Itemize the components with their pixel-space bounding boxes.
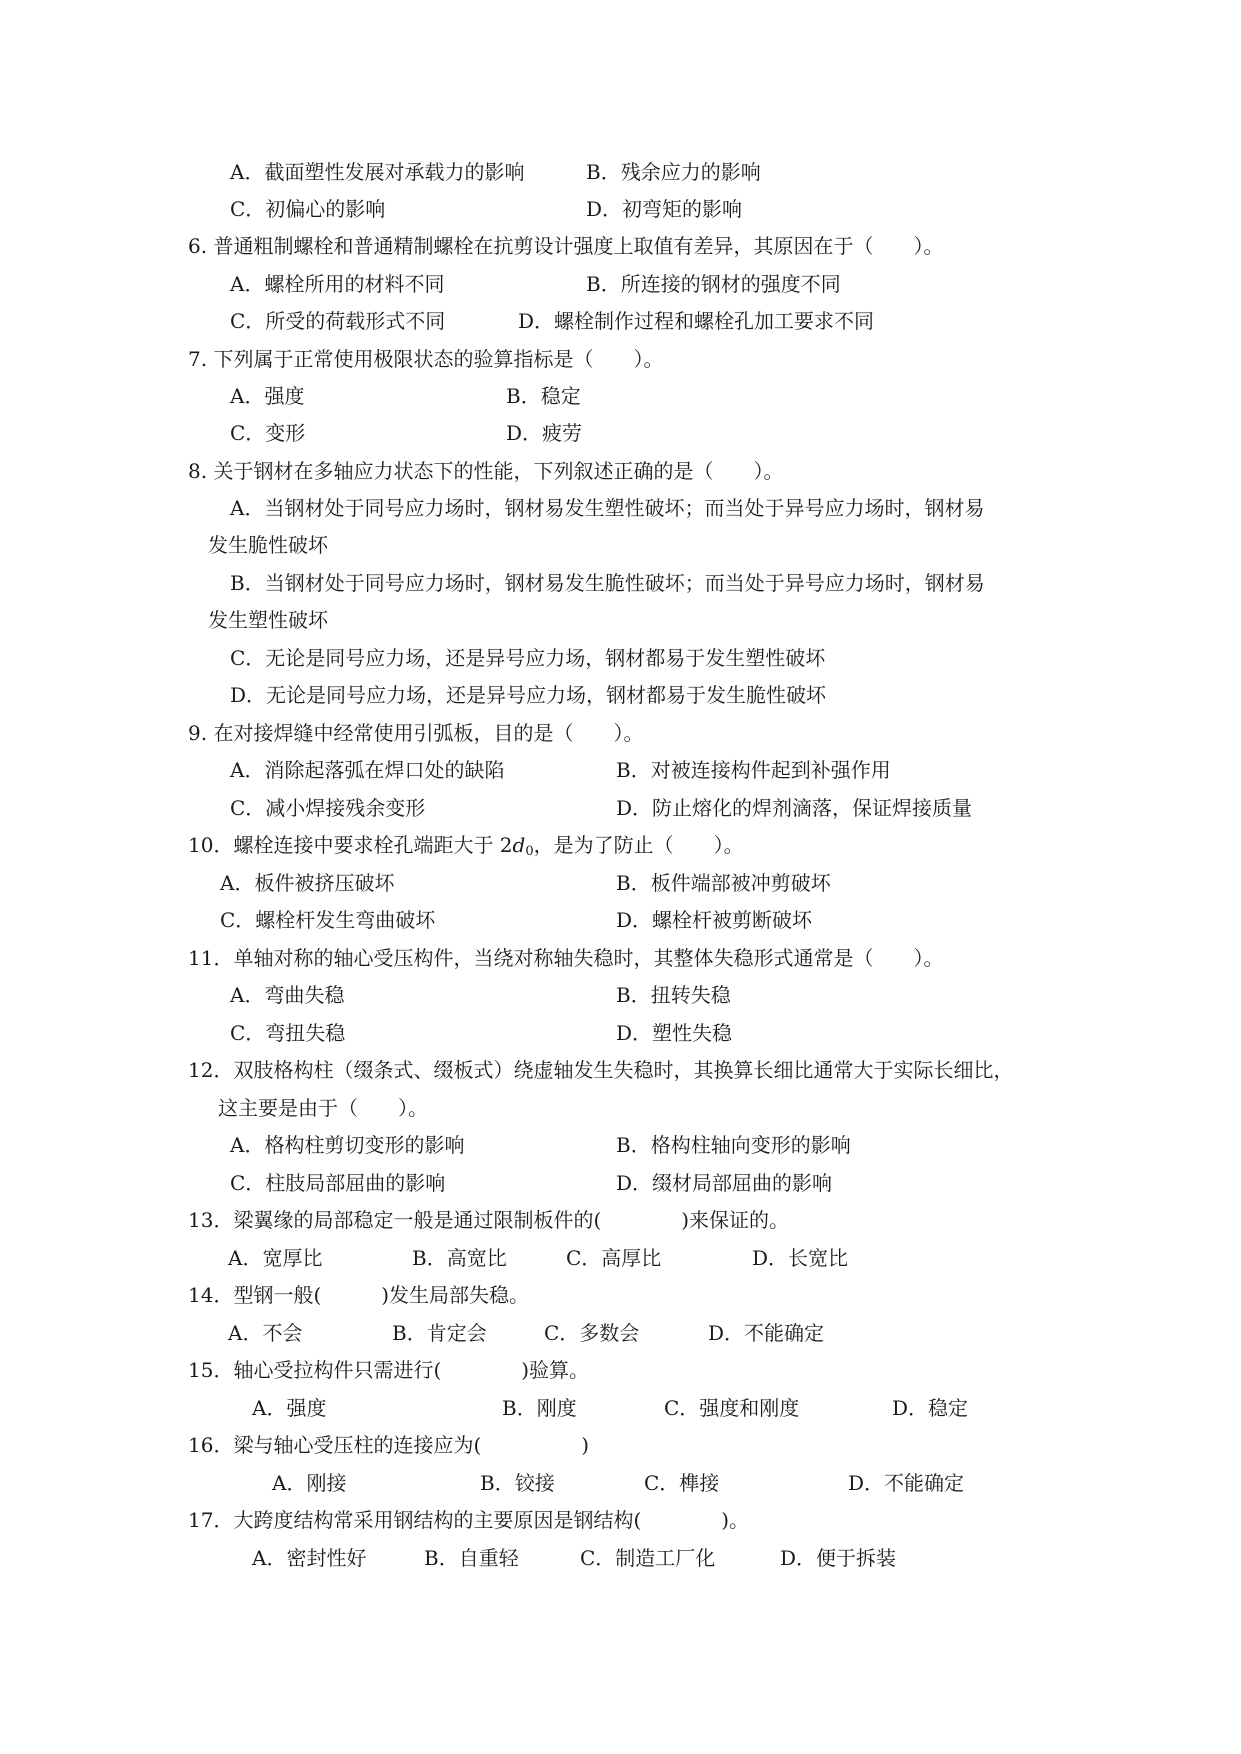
q8-option-b-line1: B．当钢材处于同号应力场时，钢材易发生脆性破坏；而当处于异号应力场时，钢材易: [230, 571, 985, 595]
q14-option-c: C．多数会: [544, 1321, 640, 1345]
q9-option-b: B．对被连接构件起到补强作用: [616, 758, 891, 782]
q15-option-b: B．刚度: [502, 1396, 577, 1420]
q7-stem: 7. 下列属于正常使用极限状态的验算指标是（ ）。: [188, 347, 664, 371]
q13-option-d: D．长宽比: [752, 1246, 849, 1270]
q9-stem: 9. 在对接焊缝中经常使用引弧板，目的是（ ）。: [188, 721, 644, 745]
q15-option-c: C．强度和刚度: [664, 1396, 800, 1420]
q13-option-b: B．高宽比: [412, 1246, 507, 1270]
q5-option-a: A．截面塑性发展对承载力的影响: [230, 160, 525, 184]
q7-option-c: C．变形: [230, 421, 306, 445]
q6-stem: 6. 普通粗制螺栓和普通精制螺栓在抗剪设计强度上取值有差异，其原因在于（ ）。: [188, 234, 944, 258]
q5-option-c: C．初偏心的影响: [230, 197, 386, 221]
q10-option-d: D．螺栓杆被剪断破坏: [616, 908, 813, 932]
q5-option-b: B．残余应力的影响: [586, 160, 761, 184]
q8-option-d: D．无论是同号应力场，还是异号应力场，钢材都易于发生脆性破坏: [230, 683, 827, 707]
q17-option-d: D．便于拆装: [780, 1546, 897, 1570]
q12-option-b: B．格构柱轴向变形的影响: [616, 1133, 851, 1157]
q10-stem-before: 10．螺栓连接中要求栓孔端距大于 2: [188, 833, 513, 857]
q17-option-c: C．制造工厂化: [580, 1546, 716, 1570]
q15-option-a: A．强度: [252, 1396, 327, 1420]
q9-option-c: C．减小焊接残余变形: [230, 796, 426, 820]
q11-stem: 11．单轴对称的轴心受压构件，当绕对称轴失稳时，其整体失稳形式通常是（ ）。: [188, 946, 944, 970]
q17-option-b: B．自重轻: [424, 1546, 519, 1570]
q10-stem-subscript: 0: [525, 844, 534, 859]
q8-option-c: C．无论是同号应力场，还是异号应力场，钢材都易于发生塑性破坏: [230, 646, 826, 670]
q10-option-b: B．板件端部被冲剪破坏: [616, 871, 831, 895]
q11-option-b: B．扭转失稳: [616, 983, 731, 1007]
q8-option-a-line1: A．当钢材处于同号应力场时，钢材易发生塑性破坏；而当处于异号应力场时，钢材易: [230, 496, 985, 520]
q12-option-d: D．缀材局部屈曲的影响: [616, 1171, 833, 1195]
q13-option-a: A．宽厚比: [228, 1246, 323, 1270]
q7-option-d: D．疲劳: [506, 421, 583, 445]
q10-stem-variable: d: [512, 833, 526, 857]
q16-stem: 16．梁与轴心受压柱的连接应为( ): [188, 1433, 590, 1457]
q13-option-c: C．高厚比: [566, 1246, 662, 1270]
q8-option-a-line2: 发生脆性破坏: [208, 533, 328, 557]
q10-stem-after: ，是为了防止（ ）。: [533, 833, 744, 857]
q12-stem-line1: 12．双肢格构柱（缀条式、缀板式）绕虚轴发生失稳时，其换算长细比通常大于实际长细比，: [188, 1058, 1014, 1082]
q6-option-d: D．螺栓制作过程和螺栓孔加工要求不同: [518, 309, 875, 333]
q7-option-a: A．强度: [230, 384, 305, 408]
q16-option-b: B．铰接: [480, 1471, 555, 1495]
q6-option-b: B．所连接的钢材的强度不同: [586, 272, 841, 296]
q9-option-d: D．防止熔化的焊剂滴落，保证焊接质量: [616, 796, 973, 820]
q14-option-d: D．不能确定: [708, 1321, 825, 1345]
q14-option-b: B．肯定会: [392, 1321, 487, 1345]
q11-option-a: A．弯曲失稳: [230, 983, 345, 1007]
q13-stem: 13．梁翼缘的局部稳定一般是通过限制板件的( )来保证的。: [188, 1208, 790, 1232]
q8-stem: 8. 关于钢材在多轴应力状态下的性能，下列叙述正确的是（ ）。: [188, 459, 784, 483]
q16-option-a: A．刚接: [272, 1471, 347, 1495]
q14-option-a: A．不会: [228, 1321, 303, 1345]
q10-stem: [188, 833, 744, 857]
q11-option-c: C．弯扭失稳: [230, 1021, 346, 1045]
q10-option-c: C．螺栓杆发生弯曲破坏: [220, 908, 436, 932]
q8-option-b-line2: 发生塑性破坏: [208, 608, 328, 632]
q5-option-d: D．初弯矩的影响: [586, 197, 743, 221]
q12-option-c: C．柱肢局部屈曲的影响: [230, 1171, 446, 1195]
q9-option-a: A．消除起落弧在焊口处的缺陷: [230, 758, 505, 782]
q16-option-d: D．不能确定: [848, 1471, 965, 1495]
q17-stem: 17．大跨度结构常采用钢结构的主要原因是钢结构( )。: [188, 1508, 750, 1532]
q6-option-a: A．螺栓所用的材料不同: [230, 272, 445, 296]
q12-stem-line2: 这主要是由于（ ）。: [218, 1096, 428, 1120]
q11-option-d: D．塑性失稳: [616, 1021, 733, 1045]
q12-option-a: A．格构柱剪切变形的影响: [230, 1133, 465, 1157]
q10-option-a: A．板件被挤压破坏: [220, 871, 395, 895]
q6-option-c: C．所受的荷载形式不同: [230, 309, 446, 333]
q17-option-a: A．密封性好: [252, 1546, 367, 1570]
q7-option-b: B．稳定: [506, 384, 581, 408]
q15-stem: 15．轴心受拉构件只需进行( )验算。: [188, 1358, 590, 1382]
q16-option-c: C．榫接: [644, 1471, 720, 1495]
q15-option-d: D．稳定: [892, 1396, 969, 1420]
q14-stem: 14．型钢一般( )发生局部失稳。: [188, 1283, 530, 1307]
